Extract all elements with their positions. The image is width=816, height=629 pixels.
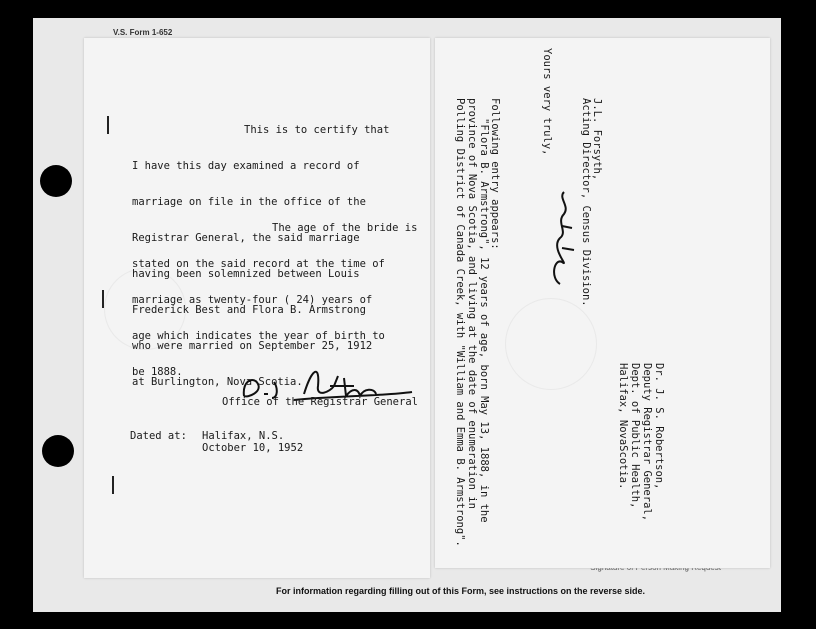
certificate-page <box>84 38 430 578</box>
registrar-office: Office of the Registrar General <box>222 396 418 408</box>
punch-hole-bottom <box>42 435 74 467</box>
staple-middle <box>102 290 104 308</box>
certificate-paragraph-1: This is to certify that I have this day examined a record of marriage on file in the office of the Registrar General, the said marriage having been solemnized between Louis Frederick Best and Flora B. Armstrong who were married on September 25, 1912 at Burlington, Nova Scotia. <box>132 124 390 388</box>
faded-seal-2 <box>505 298 597 390</box>
signer-title: Acting Director, Census Division. <box>580 98 592 307</box>
staple-top <box>107 116 109 134</box>
dated-date: October 10, 1952 <box>202 442 304 454</box>
staple-bottom <box>112 476 114 494</box>
letter-closing: Yours very truly, <box>541 48 553 156</box>
letter-intro: Following entry appears: <box>489 98 501 250</box>
dated-place: Halifax, N.S. <box>202 430 285 442</box>
census-letter-page <box>435 38 770 568</box>
signer-name: J.L. Forsyth, <box>591 98 603 181</box>
form-code: V.S. Form 1-652 <box>113 28 173 37</box>
certificate-paragraph-2: The age of the bride is stated on the said record at the time of marriage as twenty-four ( 24) years of age which indicates the year of birth to be 1888. <box>132 222 418 378</box>
form-footer-note: For information regarding filling out of this Form, see instructions on the reverse side. <box>276 586 646 596</box>
punch-hole-top <box>40 165 72 197</box>
census-entry: "Flora B. Armstrong", 12 years of age, born May 13, 1888, in the province of Nova Scotia, and living at the date of enumeration in Polling District of Canada Creek, with "William and Emma B. Armstrong". <box>454 98 490 547</box>
dated-label: Dated at: <box>130 430 187 442</box>
forsyth-signature <box>540 188 580 288</box>
recipient-address: Dr. J. S. Robertson, Deputy Registrar General, Dept. of Public Health, Halifax, NovaScotia. <box>617 363 665 522</box>
